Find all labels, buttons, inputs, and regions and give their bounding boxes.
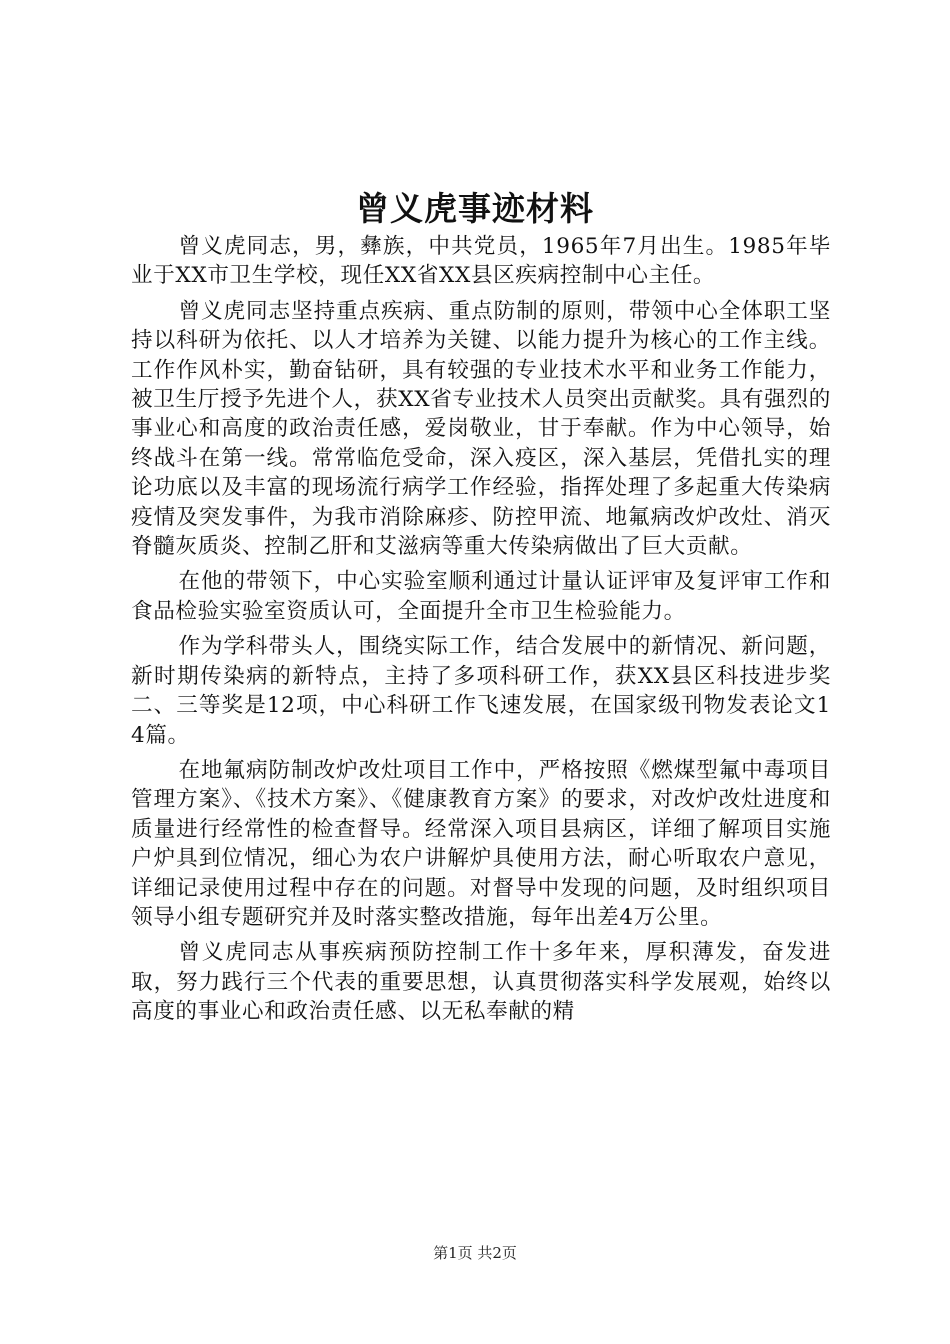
document-title: 曾义虎事迹材料 [356,189,594,228]
page-number-footer: 第1页 共2页 [433,1244,517,1262]
paragraph-fluorosis-project: 在地氟病防制改炉改灶项目工作中，严格按照《燃煤型氟中毒项目管理方案》、《技术方案》、《健康教育方案》的要求，对改炉改灶进度和质量进行经常性的检查督导。经常深入项目县病区，详细了解项目实施户炉具到位情况，细心为农户讲解炉具使用方法，耐心听取农户意见，详细记录使用过程中存在的问题。对督导中发现的问题，及时组织项目领导小组专题研究并及时落实整改措施，每年出差4万公里。 [131,757,831,930]
paragraph-intro: 曾义虎同志，男，彝族，中共党员，1965年7月出生。1985年毕业于XX市卫生学校，现任XX省XX县区疾病控制中心主任。 [131,234,831,289]
paragraph-laboratory: 在他的带领下，中心实验室顺利通过计量认证评审及复评审工作和食品检验实验室资质认可，全面提升全市卫生检验能力。 [131,569,831,624]
paragraph-career-summary: 曾义虎同志从事疾病预防控制工作十多年来，厚积薄发，奋发进取，努力践行三个代表的重要思想，认真贯彻落实科学发展观，始终以高度的事业心和政治责任感、以无私奉献的精 [131,940,831,1025]
document-body [131,232,831,1033]
paragraph-achievements: 曾义虎同志坚持重点疾病、重点防制的原则，带领中心全体职工坚持以科研为依托、以人才培养为关键、以能力提升为核心的工作主线。工作作风朴实，勤奋钻研，具有较强的专业技术水平和业务工作能力，被卫生厅授予先进个人，获XX省专业技术人员突出贡献奖。具有强烈的事业心和高度的政治责任感，爱岗敬业，甘于奉献。作为中心领导，始终战斗在第一线。常常临危受命，深入疫区，深入基层，凭借扎实的理论功底以及丰富的现场流行病学工作经验，指挥处理了多起重大传染病疫情及突发事件，为我市消除麻疹、防控甲流、地氟病改炉改灶、消灭脊髓灰质炎、控制乙肝和艾滋病等重大传染病做出了巨大贡献。 [131,298,831,560]
paragraph-research: 作为学科带头人，围绕实际工作，结合发展中的新情况、新问题，新时期传染病的新特点，主持了多项科研工作，获XX县区科技进步奖二、三等奖是12项，中心科研工作飞速发展，在国家级刊物发表论文14篇。 [131,634,831,748]
